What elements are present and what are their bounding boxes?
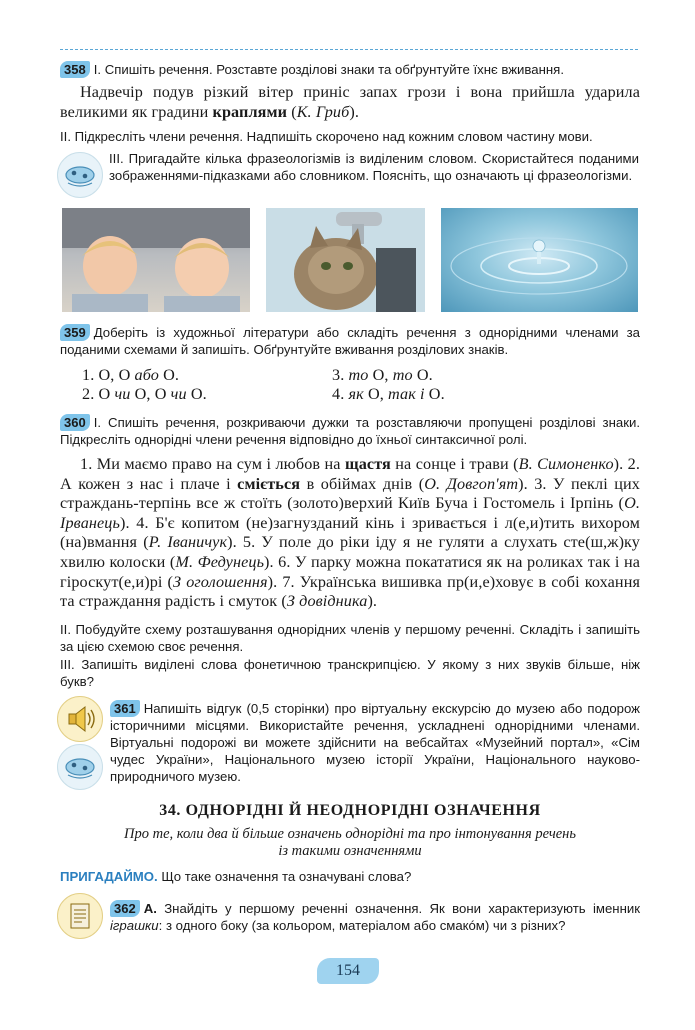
ex358-number: 358	[60, 61, 90, 78]
ex360-task3: ІІІ. Запишіть виділені слова фонетичною транскрипцією. У якому з них звуків більше, ніж букв?	[60, 657, 640, 689]
ex359-task	[60, 324, 640, 358]
section-subtitle-line1: Про те, коли два й більше означень однорідні та про інтонування речень	[124, 826, 576, 842]
ex359-number: 359	[60, 324, 90, 341]
scheme-1: 1. О, О або О.	[82, 366, 180, 384]
notebook-icon	[57, 893, 103, 939]
bold-word-1: щастя	[344, 455, 391, 473]
ex358-task3: ІІІ. Пригадайте кілька фразеологізмів із виділеним словом. Скористайтеся поданими зображеннями-підказками або словником. Поясніть, що означають ці фразеологізми.	[109, 151, 639, 183]
photo-twins	[62, 208, 250, 312]
photo-water-drop	[441, 208, 638, 312]
speaker-icon	[57, 696, 103, 742]
page-number: 154	[317, 958, 379, 984]
section-subtitle	[60, 826, 640, 860]
recall-text: Що таке означення та означувані слова?	[157, 869, 412, 884]
ex358-sentence: Надвечір подув різкий вітер приніс запах грози і вона прийшла ударила великими як градини краплями (К. Гриб).	[60, 83, 640, 121]
top-divider	[60, 49, 638, 50]
ex361-task	[110, 700, 640, 785]
ex360-number: 360	[60, 414, 90, 431]
ex358-task1-text: І. Спишіть речення. Розставте розділові знаки та обґрунтуйте їхнє вживання.	[93, 62, 564, 77]
scheme-3: 3. то О, то О.	[332, 366, 433, 384]
ex362-number: 362	[110, 900, 140, 917]
ex362-task: 362 А. Знайдіть у першому реченні означення. Як вони характеризують іменник іграшки: з одного боку (за кольором, матеріалом або смакóм) чи з різних?	[110, 901, 640, 933]
scheme-2: 2. О чи О, О чи О.	[82, 385, 207, 403]
ex360-task2: ІІ. Побудуйте схему розташування однорідних членів у першому реченні. Складіть і запишіть за цією схемою своє речення.	[60, 622, 640, 654]
ex361-number: 361	[110, 700, 140, 717]
recall-line	[60, 868, 640, 885]
ex362-label: А.	[143, 901, 157, 916]
ex360-task1-text: І. Спишіть речення, розкриваючи дужки та розставляючи пропущені розділові знаки. Підкресліть однорідні члени речення відповідно до їхньої синтаксичної ролі.	[60, 415, 640, 447]
ex358-task2: ІІ. Підкресліть члени речення. Надпишіть скорочено над кожним словом частину мови.	[60, 129, 593, 144]
photo-cat-faucet	[266, 208, 425, 312]
ex358-task1	[60, 61, 640, 78]
ex359-task-text: Доберіть із художньої літератури або складіть речення з однорідними членами за поданими схемами й запишіть. Обґрунтуйте вживання розділових знаків.	[60, 325, 640, 357]
ex360-sentences: 1. Ми маємо право на сум і любов на щастя на сонце і трави (В. Симоненко). 2. А кожен з нас і плаче і сміється в обіймах днів (О. Довгоп'ят). 3. У пеклі цих страждань-терпінь все ж стоїть (золото)верхий Київ Буча і Гостомель і Ірпінь (О. Ірванець). 4. Б'є копитом (не)загнузданий кінь і зривається і л(е,и)тить вихором (на)вмання (Р. Іваничук). 5. У поле до ріки іду я не гуляти а слухать сте(ш,ж)ку хвилю колоски (М. Федунець). 6. У парку можна покататися як на роликах так і на гіроскут(е,и)рі (З оголошення). 7. Українська вишивка пр(и,е)ховує в собі кохання та страждання радість і смуток (З довідника).	[60, 455, 641, 611]
ex362-italic-word: іграшки	[110, 918, 159, 933]
phraseology-icon	[57, 152, 103, 198]
section-title: 34. ОДНОРІДНІ Й НЕОДНОРІДНІ ОЗНАЧЕННЯ	[159, 802, 541, 819]
section-subtitle-line2: із такими означеннями	[278, 843, 422, 859]
recall-label: ПРИГАДАЙМО.	[60, 869, 158, 884]
highlighted-word: краплями	[212, 102, 288, 121]
scheme-4: 4. як О, так і О.	[332, 385, 445, 403]
phraseology-icon-2	[57, 744, 103, 790]
author: К. Гриб	[296, 102, 350, 121]
ex360-task1	[60, 414, 640, 448]
ex361-task-text: Напишіть відгук (0,5 сторінки) про віртуальну екскурсію до музею або подорож історичними місцями. Використайте речення, ускладнені однорідними членами. Віртуальні подорожі ви можете здійснити на вебсайтах «Музейний портал», «Сім чудес України», Національного музею історії України, Національного науково-природничого музею.	[110, 701, 640, 784]
bold-word-2: сміється	[237, 474, 301, 493]
